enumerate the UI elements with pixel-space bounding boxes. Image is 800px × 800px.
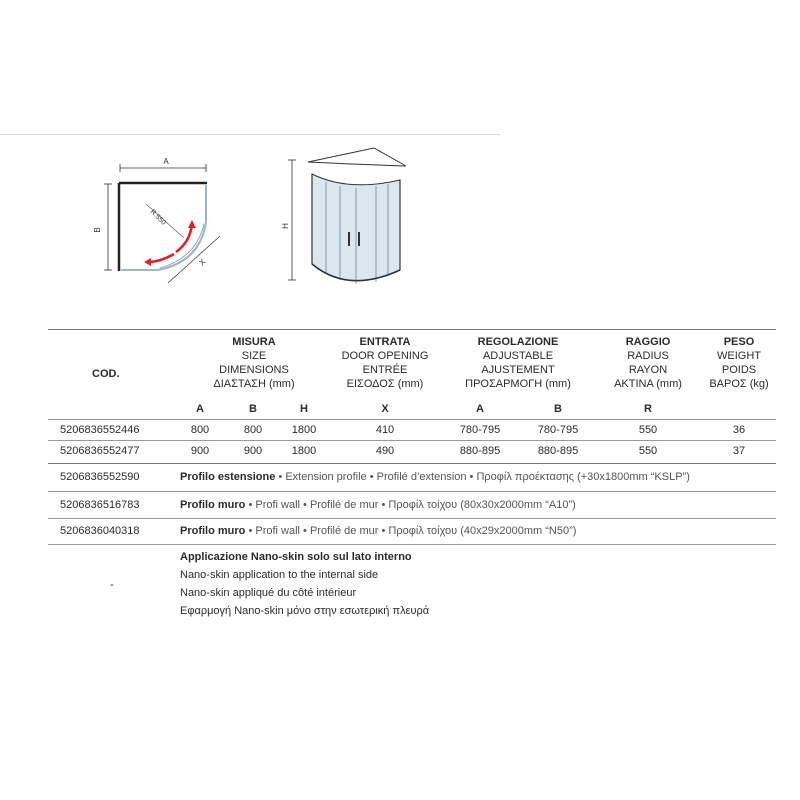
note-dash: -	[110, 579, 114, 591]
rule-after-subheader	[48, 419, 776, 420]
row1-reg-a: 780-795	[459, 424, 501, 436]
row1-b: 800	[243, 424, 263, 436]
subheader-reg-a: A	[476, 403, 484, 415]
rule-acc2	[48, 518, 776, 519]
row2-r: 550	[638, 445, 658, 457]
row1-x: 410	[375, 424, 395, 436]
row1-weight: 36	[732, 424, 746, 436]
dim-b-label: B	[93, 227, 102, 233]
row2-reg-b: 880-895	[537, 445, 579, 457]
row2-reg-a: 880-895	[459, 445, 501, 457]
radius-label: R.550	[148, 208, 167, 227]
row1-a: 800	[190, 424, 210, 436]
acc1-code: 5206836552590	[60, 471, 140, 483]
note-line-en: Nano-skin application to the internal side	[180, 569, 379, 581]
rule-acc3	[48, 544, 776, 545]
note-line-fr: Nano-skin appliqué du côté intérieur	[180, 587, 357, 599]
subheader-reg-b: B	[554, 403, 562, 415]
iso-drawing	[278, 140, 418, 300]
acc2-code: 5206836516783	[60, 499, 140, 511]
header-raggio: RAGGIO RADIUS RAYON ΑΚΤΙΝΑ (mm)	[614, 336, 682, 390]
acc1-desc: Profilo estensione • Extension profile • Profilé d’extension • Προφίλ προέκτασης (+30x1800mm “KSLP”)	[180, 471, 690, 483]
subheader-x: X	[381, 403, 389, 415]
dim-h-label: H	[281, 223, 290, 229]
header-cod: COD.	[92, 368, 120, 380]
header-peso: PESO WEIGHT POIDS ΒΑΡΟΣ (kg)	[709, 336, 769, 390]
row1-h: 1800	[291, 424, 317, 436]
rule-row2	[48, 463, 776, 464]
row1-r: 550	[638, 424, 658, 436]
top-divider	[0, 134, 500, 135]
note-line-gr: Εφαρμογή Nano-skin μόνο στην εσωτερική πλευρά	[180, 605, 430, 617]
subheader-a: A	[196, 403, 204, 415]
row2-x: 490	[375, 445, 395, 457]
note-line-it: Applicazione Nano-skin solo sul lato interno	[180, 551, 412, 563]
acc3-code: 5206836040318	[60, 525, 140, 537]
plan-drawing	[88, 152, 238, 292]
rule-acc1	[48, 491, 776, 492]
header-misura: MISURA SIZE DIMENSIONS ΔΙΑΣΤΑΣΗ (mm)	[213, 336, 295, 390]
row2-b: 900	[243, 445, 263, 457]
nano-skin-note	[180, 548, 429, 620]
dim-x-label: X	[197, 257, 208, 268]
row2-h: 1800	[291, 445, 317, 457]
acc3-desc: Profilo muro • Profi wall • Profilé de mur • Προφίλ τοίχου (40x29x2000mm “N50”)	[180, 525, 577, 537]
row1-reg-b: 780-795	[537, 424, 579, 436]
rule-row1	[48, 440, 776, 441]
row2-weight: 37	[732, 445, 746, 457]
subheader-h: H	[300, 403, 308, 415]
header-entrata: ENTRATA DOOR OPENING ENTRÉE ΕΙΣΟΔΟΣ (mm)	[341, 336, 429, 390]
row2-code: 5206836552477	[60, 445, 140, 457]
subheader-b: B	[249, 403, 257, 415]
row1-code: 5206836552446	[60, 424, 140, 436]
header-regolazione: REGOLAZIONE ADJUSTABLE AJUSTEMENT ΠΡΟΣΑΡΜΟΓΗ (mm)	[465, 336, 571, 390]
table-top-rule	[48, 329, 776, 330]
acc2-desc: Profilo muro • Profi wall • Profilé de mur • Προφίλ τοίχου (80x30x2000mm “A10”)	[180, 499, 576, 511]
dim-a-label: A	[163, 157, 169, 166]
row2-a: 900	[190, 445, 210, 457]
subheader-r: R	[644, 403, 652, 415]
